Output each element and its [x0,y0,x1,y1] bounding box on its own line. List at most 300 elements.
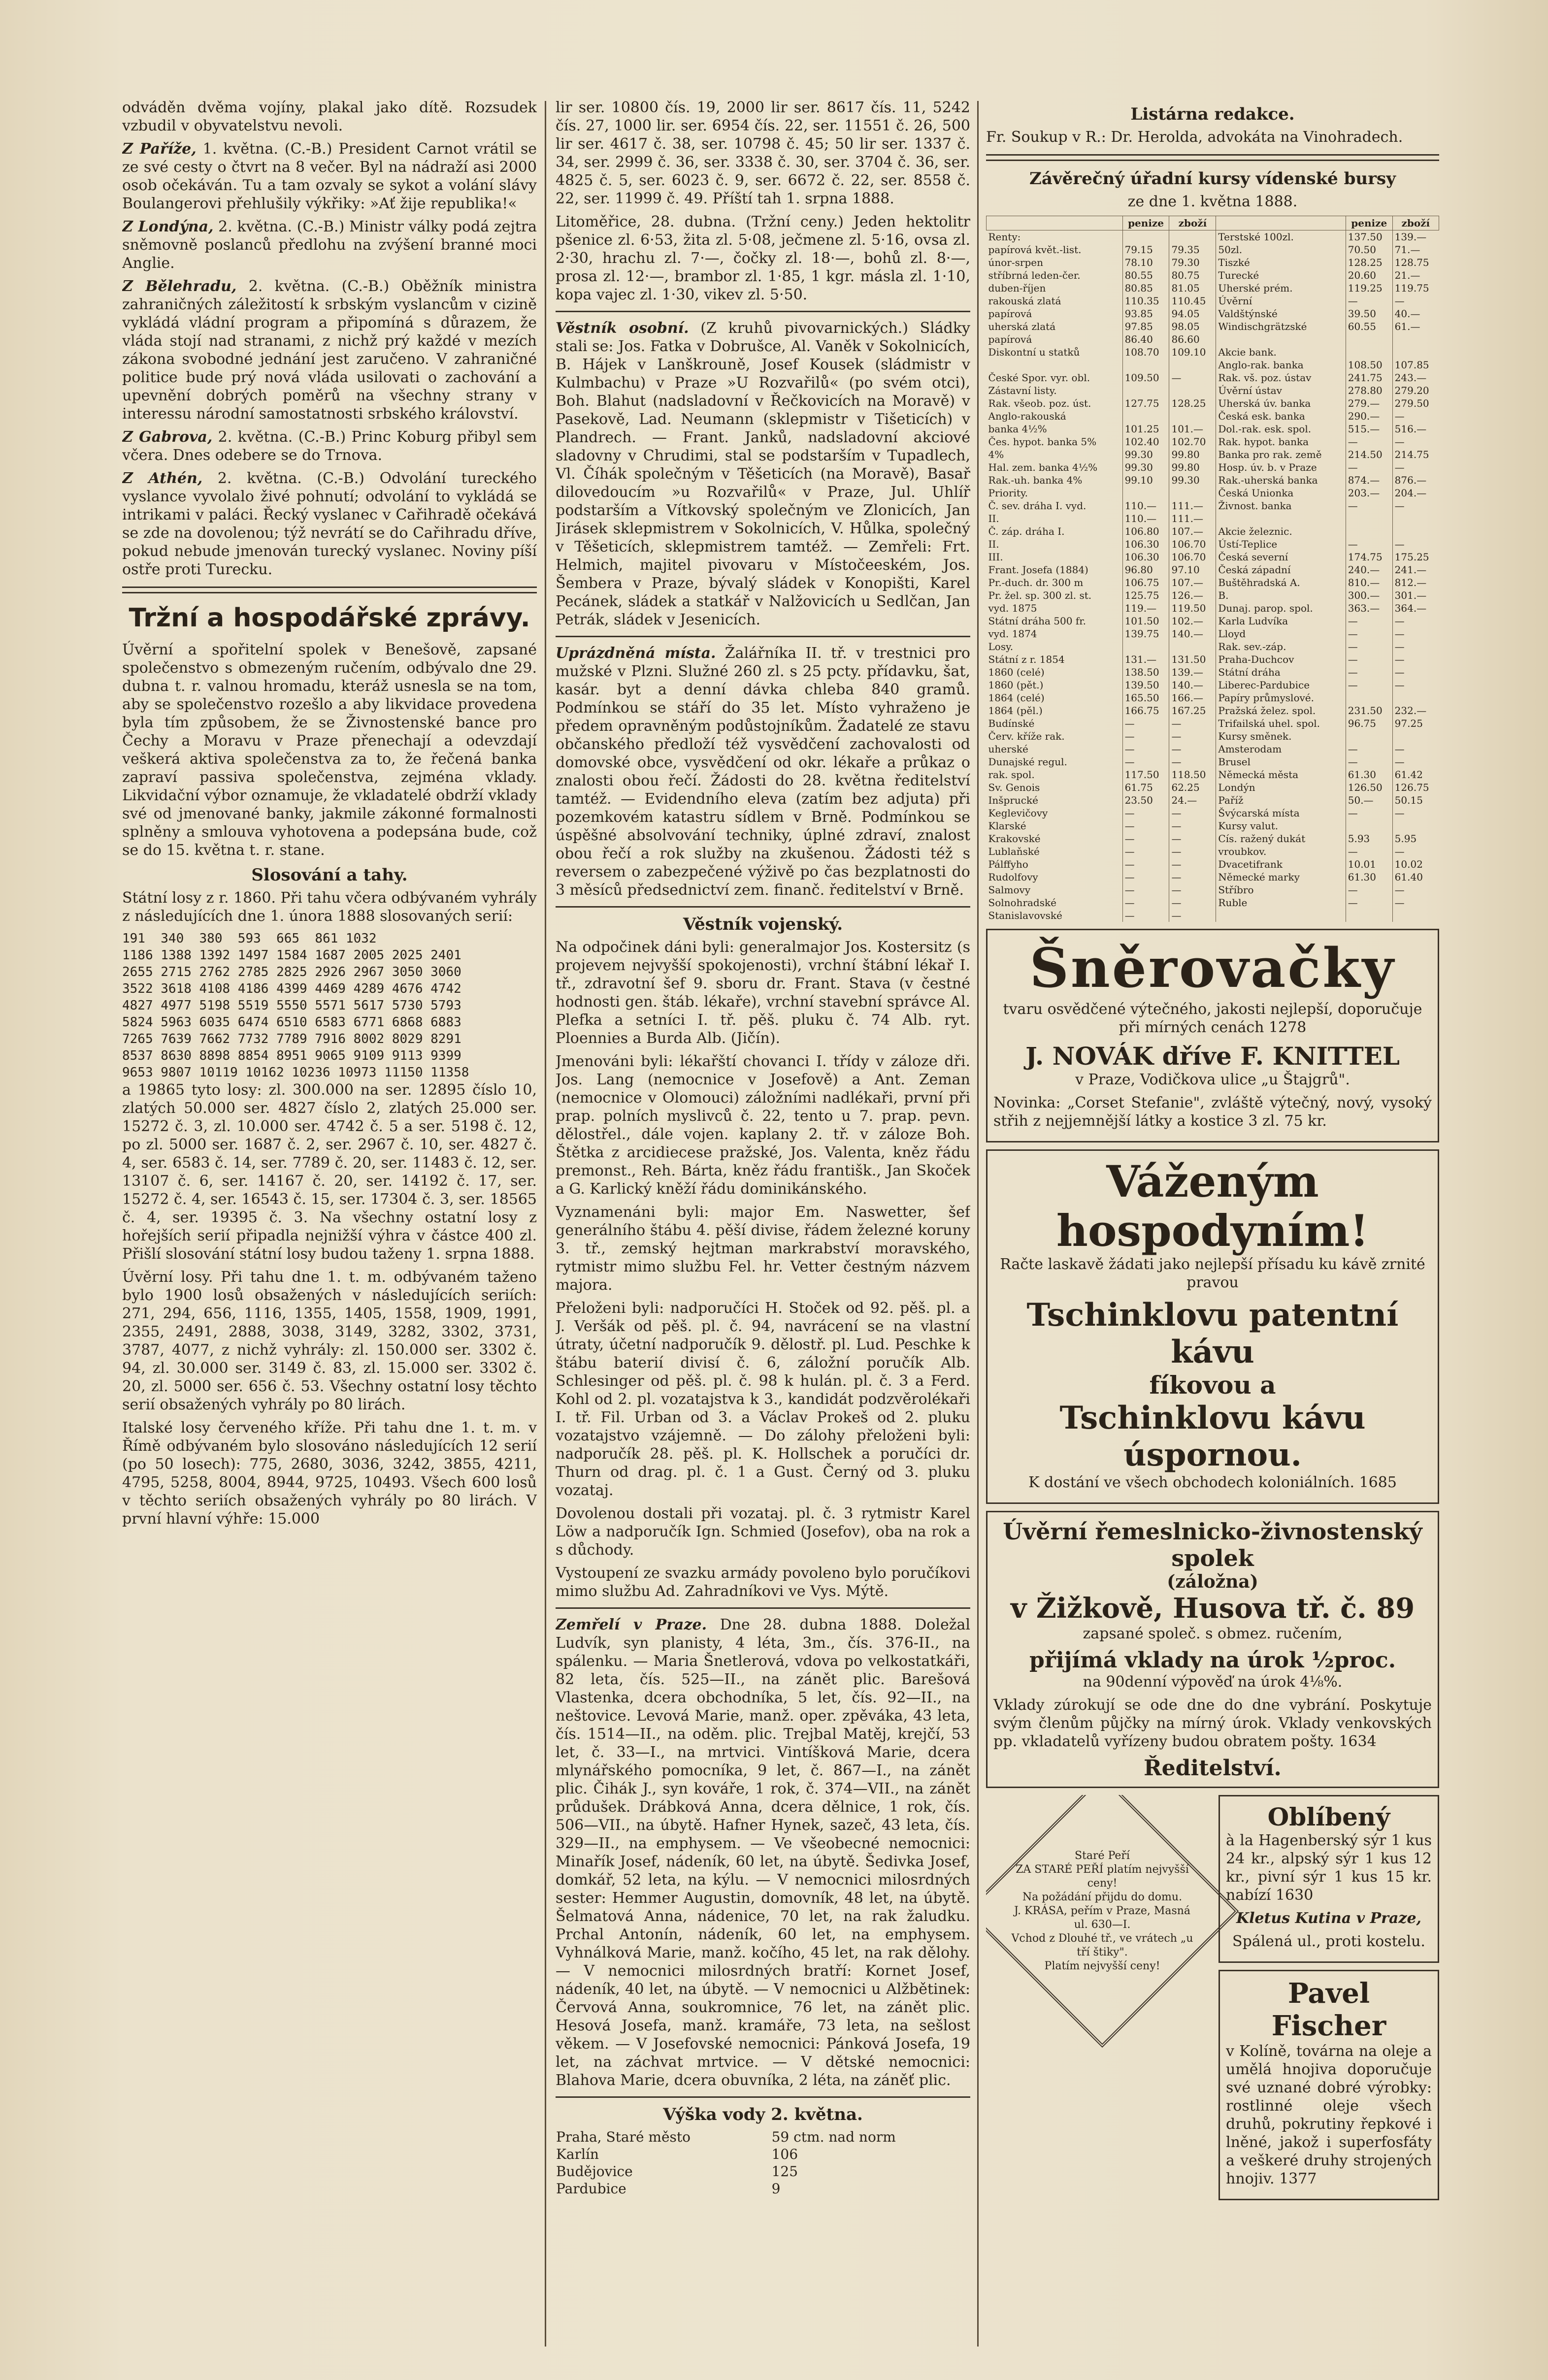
table-cell: 119.— [1122,602,1169,615]
table-row [987,216,1439,230]
table-cell [1169,230,1216,244]
table-cell: Hal. zem. banka 4½% [988,461,1098,473]
table-cell: Ústí-Teplice [1216,538,1346,551]
table-cell: Pr.-duch. dr. 300 m [988,577,1084,588]
table-cell [1122,359,1169,371]
table-cell: Čes. hypot. banka 5% [988,436,1097,448]
table-cell: — [1169,819,1216,832]
divider [986,154,1439,161]
ad-corsets-text: tvaru osvědčené výtečného, jakosti nejlepší, doporučuje při mírných cenách 1278 [1003,1001,1422,1036]
table-cell: Rak.-uh. banka 4% [988,474,1083,486]
table-row [987,743,1439,755]
table-cell: Ruble [1216,896,1346,909]
table-cell: 106.80 [1122,525,1169,538]
table-cell: 99.30 [1122,461,1169,474]
table-cell: 119.25 [1346,282,1392,294]
vacancies: Uprázdněná místa. Žalářníka II. tř. v trestnici pro mužské v Plzni. Služné 260 zl. s 25 pcty. přídavku, šat, kasár. byt a denní dávka chleba 840 gramů. Podmínkou se stáří do 35 let. Místo vyhraženo je předem opravněným podůstojníkům. Žadatelé ze stavu občanského předloží též vysvědčení zachovalosti od domovské obce, vysvědčení od okr. lékaře a průkaz o znalosti obou řečí. Žádosti do 28. května ředitelství tamtéž. — Evidendního eleva (zatím bez adjuta) při pozemkovém katastru sídlem v Brně. Podmínkou se úspěšné absolvování techniky, úplné zdraví, znalost obou řečí a rok služby na zkušenou. Žádosti též s reversem o zabezpečené výživě po čas bezplatnosti do 3 měsíců předsednictví zem. finanč. ředitelství v Brně. [556,645,970,899]
divider [556,636,970,637]
table-cell: Č. sev. dráha I. vyd. [988,500,1087,512]
table-row [987,615,1439,627]
table-cell [1122,230,1169,244]
table-cell: — [1169,730,1216,743]
table-cell: 279.20 [1392,384,1439,397]
table-cell: 21.— [1392,269,1439,282]
table-cell: 364.— [1392,602,1439,615]
table-cell: 232.— [1392,704,1439,717]
table-cell: II. [988,538,999,550]
table-cell: duben-říjen [988,282,1046,294]
table-cell [1216,512,1346,525]
table-cell: Státní dráha [1216,666,1346,679]
table-row [987,512,1439,525]
table-cell [1122,487,1169,499]
lottery-1860-intro: Státní losy z r. 1860. Při tahu včera odbývaném vyhrály z následujících dne 1. února 1888 slosovaných serií: [122,889,537,925]
table-row [987,627,1439,640]
ad-corsets-title: Šněrovačky [1029,936,1396,1000]
table-row [987,576,1439,589]
table-cell: 61.— [1392,320,1439,333]
ad-bank-note: na 90denní výpověď na úrok 4⅛%. [1083,1673,1343,1691]
table-cell: 126.75 [1392,781,1439,794]
table-row [987,269,1439,282]
table-cell: — [1392,294,1439,307]
table-cell: 4% [988,449,1004,460]
table-cell: — [1392,896,1439,909]
table-cell: Papíry průmyslové. [1216,691,1346,704]
table-cell: Uherské prém. [1216,282,1346,294]
table-cell: Živnost. banka [1216,499,1346,512]
table-cell: 812.— [1392,576,1439,589]
table-cell: Diskontní u statků [988,346,1080,358]
table-cell: Státní dráha 500 fr. [988,615,1086,627]
table-cell: — [1346,627,1392,640]
table-row: Karlín 106 [556,2146,798,2162]
table-cell: 39.50 [1346,307,1392,320]
table-cell: — [1169,883,1216,896]
table-cell: — [1392,615,1439,627]
table-cell: banka 4½% [988,423,1047,435]
litomerice-prices: Litoměřice, 28. dubna. (Tržní ceny.) Jeden hektolitr pšenice zl. 6·53, žita zl. 5·08, ječmene zl. 5·16, ovsa zl. 2·30, hrachu zl. 7·—, čočky zl. 18·—, bohů zl. 8·—, prosa zl. 12·—, brambor zl. 1·85, 1 kgr. másla zl. 1·10, kopa vajec zl. 1·30, vikev zl. 5·50. [556,213,970,303]
table-cell: 106.75 [1122,576,1169,589]
news-london: Z Londýna, 2. května. (C.-B.) Ministr války podá zejtra sněmovně poslanců předlohu na zvýšení branné moci Anglie. [122,218,537,272]
divider [122,587,537,593]
table-cell: — [1346,615,1392,627]
table-cell: Krakovské [988,833,1041,845]
table-cell: 110.— [1122,512,1169,525]
table-cell: 10.01 [1346,858,1392,871]
table-cell [1392,333,1439,346]
table-cell: II. [988,513,999,524]
table-row [987,781,1439,794]
table-row [987,640,1439,653]
table-cell: 166.75 [1122,704,1169,717]
table-cell: rakouská zlatá [988,295,1061,307]
editor-title: Listárna redakce. [1130,104,1295,124]
ad-bank-sub: (záložna) [1167,1571,1258,1592]
table-cell: B. [1216,589,1346,602]
table-cell: — [1169,832,1216,845]
table-cell [1392,909,1439,922]
table-cell: Česká severní [1216,551,1346,563]
table-cell: Rak. všeob. poz. úst. [988,397,1091,409]
table-cell: Kursy směnek. [1216,730,1346,743]
table-cell: 62.25 [1169,781,1216,794]
table-cell: — [1346,755,1392,768]
table-cell: — [1346,883,1392,896]
table-cell [1346,333,1392,346]
table-cell: — [1346,653,1392,666]
table-header-cell [1216,216,1346,230]
table-cell: 99.80 [1169,461,1216,474]
table-cell: Česká západní [1216,563,1346,576]
table-cell: 174.75 [1346,551,1392,563]
table-cell: 241.— [1392,563,1439,576]
table-cell: 175.25 [1392,551,1439,563]
column-3 [986,98,1439,2207]
ad-corsets [986,929,1439,1142]
table-row: Praha, Staré město 59 ctm. nad norm [556,2129,896,2145]
table-cell: — [1392,666,1439,679]
table-cell: — [1346,294,1392,307]
table-cell [1346,525,1392,538]
table-cell: Hosp. úv. b. v Praze [1216,461,1346,474]
table-cell: — [1169,717,1216,730]
table-cell: 810.— [1346,576,1392,589]
table-cell: 61.75 [1122,781,1169,794]
table-cell: Pražská želez. spol. [1216,704,1346,717]
ad-fischer-text: v Kolíně, továrna na oleje a umělá hnojiva doporučuje své uznané dobré výrobky: rostlinné oleje všech druhů, pokrutiny řepkové i lněné, jakož i superfosfáty a veškeré druhy strojených hnojiv. 1377 [1226,2043,1432,2187]
table-cell: — [1346,666,1392,679]
table-cell: 241.75 [1346,371,1392,384]
ad-coffee-avail: K dostání ve všech obchodech koloniálních. 1685 [1028,1474,1397,1491]
table-cell: Lublaňské [988,846,1040,857]
table-cell: — [1169,858,1216,871]
table-cell: Švýcarská místa [1216,807,1346,819]
table-cell: 101.25 [1122,423,1169,435]
lottery-section-title: Slosování a tahy. [251,865,408,885]
ad-coffee-title: Váženým hospodyním! [1056,1156,1369,1256]
table-cell: — [1392,435,1439,448]
table-row: Budějovice 125 [556,2163,798,2180]
table-cell: — [1392,653,1439,666]
table-cell: 80.75 [1169,269,1216,282]
table-cell: Akcie bank. [1216,346,1346,359]
table-cell: 78.10 [1122,256,1169,269]
table-cell: — [1122,717,1169,730]
table-cell: 1860 (pět.) [988,679,1044,691]
military-section-title: Věstník vojenský. [683,914,843,934]
table-cell [1169,487,1216,499]
table-cell: 109.50 [1122,371,1169,384]
table-cell: Praha-Duchcov [1216,653,1346,666]
table-cell: 10.02 [1392,858,1439,871]
table-cell: Dvacetifrank [1216,858,1346,871]
table-cell [1216,909,1346,922]
ad-bank-place: v Žižkově, Husova tř. č. 89 [1010,1592,1415,1625]
table-cell: 108.50 [1346,359,1392,371]
table-cell: — [1346,845,1392,858]
table-cell: Karla Ludvíka [1216,615,1346,627]
lottery-series-table: 191 340 380 593 665 861 1032 1186 1388 1392 1497 1584 1687 2005 2025 2401 2655 2715 2762 2785 2825 2926 2967 3050 3060 3522 3618 4108 4186 4399 4469 4289 4676 4742 4827 4977 5198 5519 5550 5571 5617 5730 5793 5824 5963 6035 6474 6510 6583 6771 6868 6883 7265 7639 7662 7732 7789 7916 8002 8029 8291 8537 8630 8898 8854 8951 9065 9109 9113 9399 9653 9807 10119 10162 10236 10973 11150 11358 [122,931,469,1080]
editor-text: Fr. Soukup v R.: Dr. Herolda, advokáta na Vinohradech. [986,129,1403,146]
table-cell: 61.40 [1392,871,1439,883]
table-cell: 1864 (celé) [988,692,1045,704]
table-cell: 126.— [1169,589,1216,602]
table-cell: 167.25 [1169,704,1216,717]
table-cell: 96.75 [1346,717,1392,730]
table-cell: 20.60 [1346,269,1392,282]
column-1 [122,98,537,1533]
table-cell: 279.— [1346,397,1392,410]
table-cell: 101.— [1169,423,1216,435]
table-cell: 109.10 [1169,346,1216,359]
table-cell: 97.25 [1392,717,1439,730]
table-cell: 300.— [1346,589,1392,602]
table-cell: Č. záp. dráha I. [988,525,1065,537]
intro-paragraph: odváděn dvěma vojíny, plakal jako dítě. Rozsudek vzbudil v obyvatelstvu nevoli. [122,99,537,134]
prague-deaths: Zemřelí v Praze. Dne 28. dubna 1888. Doležal Ludvík, syn planisty, 4 léta, 3m., čís. 376-II., na spálenku. — Maria Šnetlerová, vdova po velkostatkáři, 82 leta, čís. 525—II., na zánět plic. Barešová Vlastenka, dcera obchodníka, 5 let, čís. 92—II., na neštovice. Levová Marie, manž. oper. zpěváka, 43 leta, čís. 1514—II., na oděm. plic. Trejbal Matěj, krejčí, 53 let, č. 33—I., na mrtvici. Vintíšková Marie, dcera mlynářského pomocníka, 9 let, č. 867—I., na zánět plic. Čihák J., syn kováře, 1 rok, č. 374—VII., na zánět průdušek. Drábková Anna, dcera dělnice, 1 rok, čís. 506—VII., na úbytě. Hafner Hynek, sazeč, 43 leta, čís. 329—II., na emphysem. — Ve všeobecné nemocnici: Minařík Josef, nádeník, 60 let, na úbytě. Šedivka Josef, domkář, 52 leta, na kýlu. — V nemocnici milosrdných sester: Hemmer Augustin, domovník, 48 let, na úbytě. Šelmatová Anna, nádenice, 70 let, na rak žaludku. Prchal Antonín, nádeník, 60 let, na emphysem. Vyhnálková Marie, manž. kočího, 45 let, na rak dělohy. — V nemocnici milosrdných bratří: Kornet Josef, nádeník, 40 let, na úbytě. — V nemocnici u Alžbětinek: Červová Anna, soukromnice, 76 let, na zánět plic. Hesová Josefa, manž. kramáře, 73 leta, na sešlost věkem. — V Josefovské nemocnici: Pánková Josefa, 19 let, na záchvat mrtvice. — V dětské nemocnici: Blahova Marie, dcera obuvníka, 2 léta, na záněť plic. [556,1616,970,2089]
news-athens: Z Athén, 2. května. (C.-B.) Odvolání tureckého vyslance vyvolalo živé pohnutí; odvolání to vykládá se intrikami v paláci. Řecký vyslanec v Cařihradě očekává se zde na dovolenou; týž nevrátí se do Cařihradu dříve, pokud nebude jmenován turecký vyslanec. Noviny píší ostře proti Turecku. [122,470,537,578]
table-cell: 99.80 [1169,448,1216,461]
table-cell: Salmovy [988,884,1031,896]
table-cell: Zástavní listy. [988,385,1057,396]
table-cell [1346,691,1392,704]
divider [556,311,970,312]
table-cell: 50zl. [1216,243,1346,256]
table-row [987,704,1439,717]
table-row [987,691,1439,704]
ad-row [986,1795,1439,2207]
table-row [987,794,1439,807]
table-cell [1392,691,1439,704]
table-cell: 140.— [1169,627,1216,640]
market-section-title: Tržní a hospodářské zprávy. [129,603,530,633]
news-gabrovo: Z Gabrova, 2. května. (C.-B.) Princ Koburg přibyl sem včera. Dnes odebere se do Trnova. [122,428,537,464]
table-cell: — [1122,858,1169,871]
military-appointed: Jmenováni byli: lékařští chovanci I. třídy v záloze dři. Jos. Lang (nemocnice v Josefově) a Ant. Zeman (nemocnice v Olomouci) záložními nadlékaři, první při prap. polních myslivců č. 22, tento u 7. prap. pevn. dělostřel., dále vojen. kaplany 2. tř. v záloze Boh. Štětka z arcidiecese pražské, Jos. Valenta, kněz řádu premonst., Reh. Bárta, kněz řádu františk., Jan Skoček a G. Karlický kněží řádu dominikánského. [556,1053,970,1198]
table-cell: 106.70 [1169,538,1216,551]
table-cell: — [1122,832,1169,845]
table-cell: 118.50 [1169,768,1216,781]
table-cell: Losy. [988,641,1014,652]
table-row [987,871,1439,883]
table-cell: III. [988,551,1003,563]
table-row [987,666,1439,679]
table-cell: — [1122,909,1169,922]
table-row [987,896,1439,909]
table-row [987,282,1439,294]
table-cell: 125.75 [1122,589,1169,602]
table-cell: — [1169,871,1216,883]
table-cell: 139.50 [1122,679,1169,691]
table-cell: — [1122,845,1169,858]
table-cell: 96.80 [1122,563,1169,576]
ad-coffee-mid: fíkovou a [1149,1370,1276,1400]
table-cell: 71.— [1392,243,1439,256]
table-cell: Turecké [1216,269,1346,282]
table-row [987,589,1439,602]
table-cell: 139.75 [1122,627,1169,640]
table-row [987,653,1439,666]
table-cell: — [1169,909,1216,922]
table-cell: Paříž [1216,794,1346,807]
table-cell: Úvěrní [1216,294,1346,307]
table-cell: 79.15 [1122,243,1169,256]
table-cell: 107.85 [1392,359,1439,371]
table-cell: 138.50 [1122,666,1169,679]
table-cell: — [1346,499,1392,512]
table-cell: 93.85 [1122,307,1169,320]
table-row [987,474,1439,487]
divider [556,2096,970,2098]
table-row [987,448,1439,461]
table-cell: vyd. 1875 [988,602,1037,614]
table-cell [1122,640,1169,653]
table-cell: vroubkov. [1216,845,1346,858]
table-row [987,384,1439,397]
table-cell: Německé marky [1216,871,1346,883]
table-row [987,563,1439,576]
water-level-table [556,2128,970,2197]
exchange-rates-table [986,216,1439,922]
table-row [987,679,1439,691]
table-cell: 243.— [1392,371,1439,384]
table-header-cell: penize [1122,216,1169,230]
table-row [987,755,1439,768]
ad-bank-title: Úvěrní řemeslnicko-živnostenský spolek [1003,1518,1422,1571]
ad-bank-sign: Ředitelství. [1144,1756,1282,1781]
table-cell: 97.85 [1122,320,1169,333]
table-cell: — [1122,819,1169,832]
table-cell [987,359,1123,371]
table-row [987,243,1439,256]
table-row [987,883,1439,896]
table-cell: 5.95 [1392,832,1439,845]
table-cell: 111.— [1169,499,1216,512]
table-cell: 203.— [1346,487,1392,499]
table-cell [1169,410,1216,423]
table-cell: — [1169,371,1216,384]
table-cell: Terstské 100zl. [1216,230,1346,244]
column-rule [545,101,546,2347]
table-cell: — [1122,755,1169,768]
table-cell: Klarské [988,820,1026,832]
table-cell: 874.— [1346,474,1392,487]
table-row [987,717,1439,730]
table-cell [1216,333,1346,346]
table-cell: 80.55 [1122,269,1169,282]
table-cell: — [1122,743,1169,755]
table-cell: Anglo-rak. banka [1216,359,1346,371]
table-cell: — [1169,755,1216,768]
table-cell: 110.— [1122,499,1169,512]
table-cell [1169,384,1216,397]
ad-bank-text: Vklady zúrokují se ode dne do dne vybrání. Poskytuje svým členům půjčky na mírný úrok. Vklady venkovských pp. vkladatelů vyřízeny budou obratem pošty. 1634 [993,1696,1432,1750]
ad-coffee-text: Račte laskavě žádati jako nejlepší přísadu ku kávě zrnité pravou [1000,1256,1425,1291]
table-cell: 231.50 [1346,704,1392,717]
ad-coffee-name2: Tschinklovu kávu úspornou. [1059,1400,1366,1473]
ad-corsets-address: v Praze, Vodičkova ulice „u Štajgrů". [1075,1071,1350,1088]
divider [556,1607,970,1609]
italian-lottery: Italské losy červeného kříže. Při tahu dne 1. t. m. v Římě odbývaném bylo slosováno následujících 12 serií (po 50 losech): 775, 2680, 3036, 3242, 3855, 4211, 4795, 5258, 8004, 8944, 9725, 10493. Všech 600 losů v těchto seriích obsažených vyhrály po 80 lirách. V první hlavní výhře: 15.000 [122,1419,537,1528]
ad-bank [986,1511,1439,1788]
credit-lottery: Úvěrní losy. Při tahu dne 1. t. m. odbývaném taženo bylo 1900 losů obsažených v následujících seriích: 271, 294, 656, 1116, 1355, 1405, 1558, 1909, 1991, 2355, 2491, 2888, 3038, 3149, 3282, 3302, 3731, 3787, 4077, z nichž vyhrály: zl. 150.000 ser. 3302 č. 94, zl. 30.000 ser. 3149 č. 83, zl. 15.000 ser. 3302 č. 20, zl. 5000 ser. 656 č. 53. Všechny ostatní losy těchto serií obsažených vyhrály po 80 lirách. [122,1269,537,1413]
table-row [987,423,1439,435]
table-cell: — [1169,896,1216,909]
table-cell: — [1122,730,1169,743]
table-cell [1122,410,1169,423]
table-cell: 128.25 [1169,397,1216,410]
table-cell: 214.75 [1392,448,1439,461]
rates-subtitle: ze dne 1. května 1888. [1127,193,1298,210]
table-cell: 106.70 [1169,551,1216,563]
table-cell: 139.— [1169,666,1216,679]
military-decorated: Vyznamenáni byli: major Em. Naswetter, šef generálního štábu 4. pěší divise, řádem železné koruny 3. tř., zemský hejtman markrabství moravského, rytmistr mimo službu Fel. hr. Vetter čestným názvem majora. [556,1204,970,1294]
table-cell: 5.93 [1346,832,1392,845]
table-cell [1392,819,1439,832]
table-row [987,525,1439,538]
table-cell: 61.30 [1346,871,1392,883]
divider [556,906,970,908]
table-cell: únor-srpen [988,257,1043,268]
table-cell: 107.— [1169,525,1216,538]
table-cell: 98.05 [1169,320,1216,333]
table-cell: 108.70 [1122,346,1169,359]
military-discharge: Vystoupení ze svazku armády povoleno bylo poručíkovi mimo službu Ad. Zahradníkovi ve Vys. Mýtě. [556,1565,970,1600]
table-cell [1392,512,1439,525]
table-cell: — [1169,807,1216,819]
table-cell: — [1392,627,1439,640]
table-cell: — [1346,640,1392,653]
table-row: Pardubice 9 [556,2181,781,2197]
table-cell: 128.25 [1346,256,1392,269]
table-cell: Rak. sev.-záp. [1216,640,1346,653]
table-cell: 50.15 [1392,794,1439,807]
column-2 [556,98,970,2197]
table-cell: Stanislavovské [988,910,1062,921]
table-cell: Rak. vš. poz. ústav [1216,371,1346,384]
table-cell: — [1392,538,1439,551]
table-cell: — [1346,538,1392,551]
table-cell: 86.60 [1169,333,1216,346]
table-cell: 876.— [1392,474,1439,487]
table-cell [1392,525,1439,538]
table-row [987,461,1439,474]
table-cell: — [1346,435,1392,448]
ad-coffee [986,1149,1439,1504]
military-retired: Na odpočinek dáni byli: generalmajor Jos. Kostersitz (s projevem nejvyšší spokojenosti), vrchní štábní lékař I. tř., zdravotní šef 9. sboru dr. Frant. Stava (v čestné hodnosti gen. štáb. lékaře), vrchní stavební správce Al. Plefka a setníci I. tř. pěš. pluku č. 74 Alb. ryt. Ploennies a Burda Alb. (Jičín). [556,939,970,1047]
table-row [987,487,1439,499]
table-cell [1346,512,1392,525]
table-cell: Amsterodam [1216,743,1346,755]
rates-title: Závěrečný úřadní kursy vídenské bursy [1029,169,1396,189]
news-paris: Z Paříže, 1. května. (C.-B.) President Carnot vrátil se ze své cesty o čtvrt na 8 večer. Byl na nádraží asi 2000 osob očekáván. Tu a tam ozvaly se sykot a volání slávy Boulangerovi přehlušily výkřiky: »Ať žije republika!« [122,140,537,212]
table-cell: 165.50 [1122,691,1169,704]
table-cell: 99.10 [1122,474,1169,487]
military-leave: Dovolenou dostali při vozataj. pl. č. 3 rytmistr Karel Löw a nadporučík Ign. Schmied (Josefov), oba na rok a s důchody. [556,1505,970,1559]
table-cell: Stříbro [1216,883,1346,896]
table-cell: Rudolfovy [988,871,1038,883]
water-level-title: Výška vody 2. května. [663,2105,863,2124]
table-row [987,333,1439,346]
table-row [987,807,1439,819]
table-cell: 131.50 [1169,653,1216,666]
table-row [987,538,1439,551]
ad-feathers-text: Staré Peří ZA STARÉ PEŘÍ platím nejvyšší ceny! Na požádání přijdu do domu. J. KRÁSA, peřím v Praze, Masná ul. 630—I. Vchod z Dlouhé tř., ve vrátech „u tří štiky". Platím nejvyšší ceny! [1011,1850,1193,1972]
table-row [987,602,1439,615]
table-cell: Budínské [988,717,1035,729]
table-cell: uherská zlatá [988,321,1056,332]
